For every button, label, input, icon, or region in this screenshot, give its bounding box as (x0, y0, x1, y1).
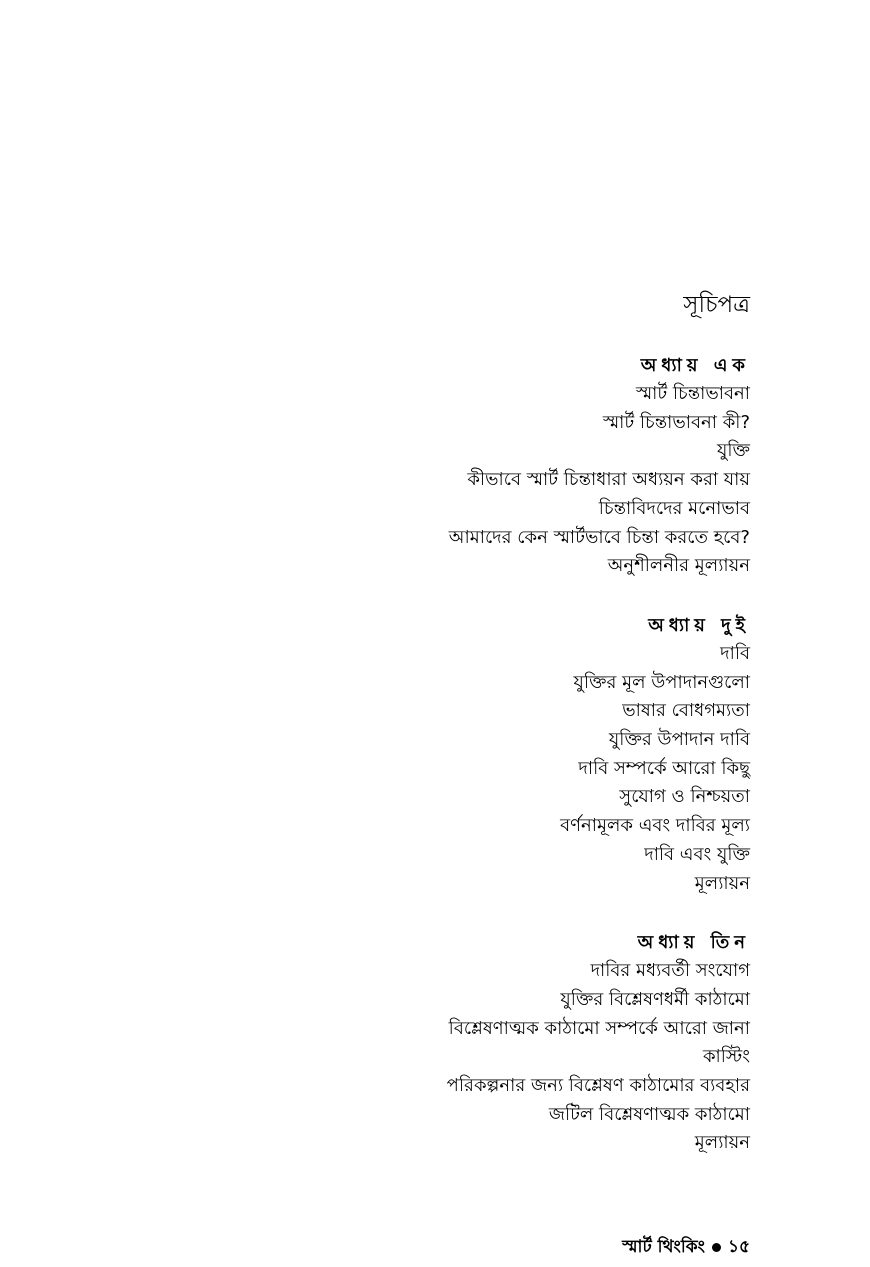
toc-entry: দাবি (720, 642, 750, 664)
chapter-3 (190, 928, 750, 1158)
toc-entry: সুযোগ ও নিশ্চয়তা (619, 786, 750, 808)
toc-entry: কীভাবে স্মার্ট চিন্তাধারা অধ্যয়ন করা যায় (467, 469, 750, 491)
toc-entry: স্মার্ট চিন্তাভাবনা (635, 383, 750, 404)
toc-entry: যুক্তি (716, 440, 750, 462)
chapter-entry-list (190, 380, 750, 581)
toc-entry: কাস্টিং (702, 1046, 750, 1068)
toc-entry: স্মার্ট চিন্তাভাবনা কী? (602, 411, 750, 433)
toc-entry: বিশ্লেষণাত্মক কাঠামো সম্পর্কে আরো জানা (448, 1017, 750, 1039)
chapter-entry-list (190, 957, 750, 1158)
toc-entry: মূল্যায়ন (694, 1132, 750, 1154)
toc-entry: পরিকল্পনার জন্য বিশ্লেষণ কাঠামোর ব্যবহার (446, 1075, 750, 1097)
chapter-heading: অধ্যায় তিন (637, 932, 750, 954)
toc-entry: যুক্তির মূল উপাদানগুলো (573, 671, 750, 693)
toc-entry: ভাষার বোধগম্যতা (622, 700, 750, 722)
chapter-2 (190, 611, 750, 898)
toc-entry: জটিল বিশ্লেষণাত্মক কাঠামো (548, 1103, 750, 1125)
toc-entry: চিন্তাবিদদের মনোভাব (598, 497, 750, 519)
chapter-heading: অধ্যায় এক (640, 355, 750, 376)
toc-entry: দাবি সম্পর্কে আরো কিছু (578, 757, 750, 779)
toc-entry: মূল্যায়ন (694, 872, 750, 894)
toc-entry: যুক্তির বিশ্লেষণধর্মী কাঠামো (560, 988, 750, 1010)
table-of-contents (190, 288, 750, 1188)
page-number: ১৫ (727, 1237, 750, 1257)
toc-entry: যুক্তির উপাদান দাবি (608, 729, 750, 751)
toc-title: সূচিপত্র (683, 292, 750, 318)
running-title: স্মার্ট থিংকিং (622, 1237, 705, 1257)
chapter-entry-list (190, 640, 750, 898)
toc-entry: দাবি এবং যুক্তি (644, 843, 750, 865)
chapter-heading: অধ্যায় দুই (648, 614, 750, 636)
toc-entry: আমাদের কেন স্মার্টভাবে চিন্তা করতে হবে? (448, 526, 750, 548)
page-footer (622, 1234, 750, 1260)
toc-entry: বর্ণনামূলক এবং দাবির মূল্য (560, 815, 750, 837)
bullet-separator-icon (712, 1243, 721, 1252)
toc-entry: দাবির মধ্যবর্তী সংযোগ (590, 960, 750, 982)
toc-entry: অনুশীলনীর মূল্যায়ন (607, 555, 750, 577)
chapter-1 (190, 351, 750, 581)
